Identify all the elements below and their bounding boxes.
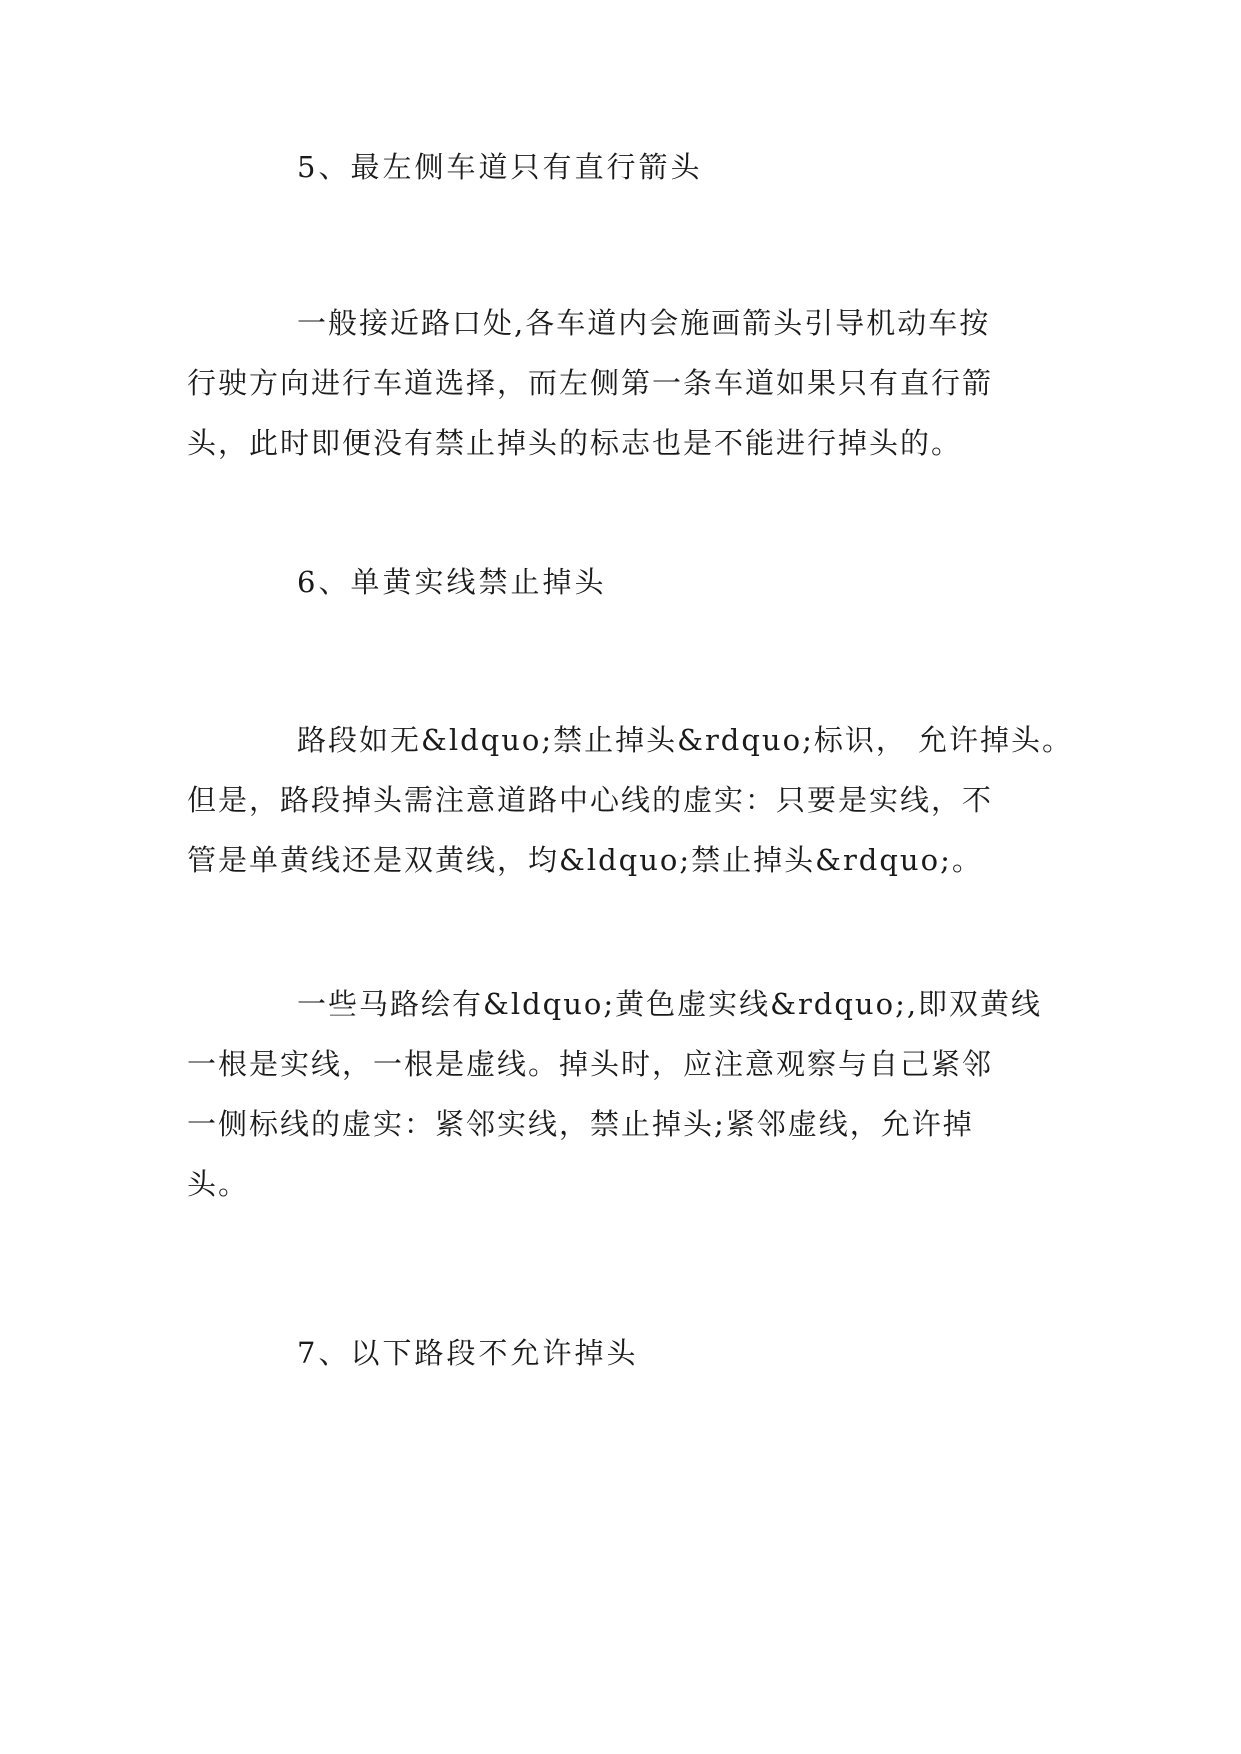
paragraph-line: 一根是实线，一根是虚线。掉头时，应注意观察与自己紧邻 [187, 1047, 994, 1081]
paragraph-line: 但是，路段掉头需注意道路中心线的虚实：只要是实线，不 [187, 783, 994, 817]
section-heading-6: 6、单黄实线禁止掉头 [297, 565, 607, 599]
paragraph-line: 路段如无&ldquo;禁止掉头&rdquo;标识， 允许掉头。 [297, 723, 1074, 757]
paragraph-yellow-dashed-solid-line [187, 974, 1057, 1214]
section-heading-5: 5、最左侧车道只有直行箭头 [297, 150, 703, 184]
paragraph-line: 一些马路绘有&ldquo;黄色虚实线&rdquo;,即双黄线 [297, 987, 1043, 1021]
paragraph-left-lane-arrow [187, 293, 1057, 473]
paragraph-line: 头。 [187, 1167, 250, 1201]
paragraph-single-yellow-line [187, 710, 1074, 890]
paragraph-line: 一侧标线的虚实：紧邻实线，禁止掉头;紧邻虚线，允许掉 [187, 1107, 974, 1141]
paragraph-line: 头，此时即便没有禁止掉头的标志也是不能进行掉头的。 [187, 426, 963, 460]
section-heading-7: 7、以下路段不允许掉头 [297, 1336, 639, 1370]
paragraph-line: 一般接近路口处,各车道内会施画箭头引导机动车按 [297, 306, 991, 340]
paragraph-line: 管是单黄线还是双黄线，均&ldquo;禁止掉头&rdquo;。 [187, 843, 983, 877]
paragraph-line: 行驶方向进行车道选择，而左侧第一条车道如果只有直行箭 [187, 366, 994, 400]
